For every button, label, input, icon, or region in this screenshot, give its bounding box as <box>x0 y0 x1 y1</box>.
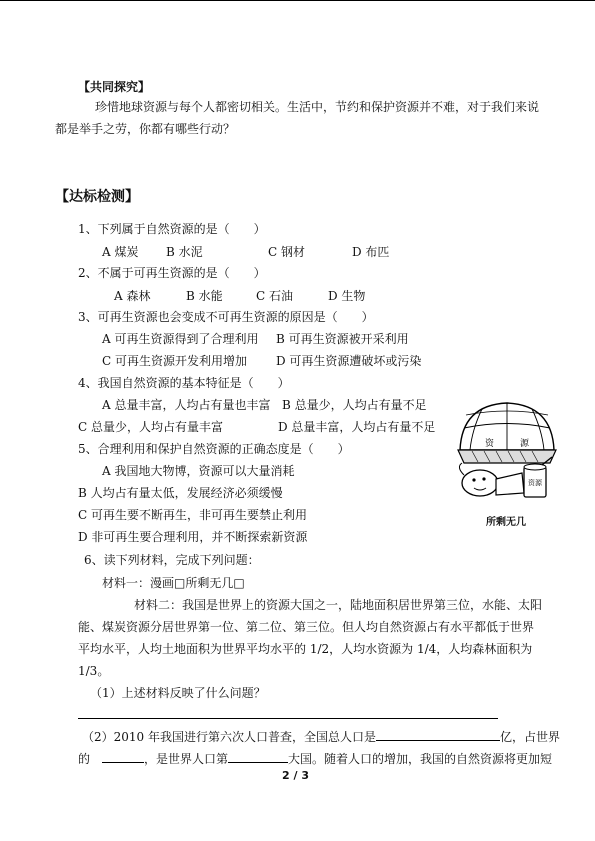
q2-stem: 2、不属于可再生资源的是（ ） <box>78 266 266 280</box>
q2-option-c: C 石油 <box>256 289 293 303</box>
blank-rank[interactable] <box>228 750 288 763</box>
q6-sub2-text2: 亿，占世界 <box>500 730 561 744</box>
q6-material2-line4: 1/3。 <box>78 664 110 678</box>
q6-material1: 材料一：漫画□所剩无几□ <box>102 576 245 590</box>
q6-material2-line3: 平均水平，人均土地面积为世界平均水平的 1/2，人均水资源为 1/4，人均森林面积为 <box>78 642 533 656</box>
cartoon-label-right: 源 <box>520 439 530 449</box>
top-rule <box>0 0 595 1</box>
q6-material2-line1: 材料二：我国是世界上的资源大国之一，陆地面积居世界第三位，水能、太阳 <box>134 598 543 612</box>
q6-sub2-line1 <box>82 728 560 744</box>
q1-stem: 1、下列属于自然资源的是（ ） <box>78 222 266 236</box>
q2-option-d: D 生物 <box>328 289 366 303</box>
explore-heading: 【共同探究】 <box>78 80 151 94</box>
answer-line <box>78 718 498 719</box>
q2-option-a: A 森林 <box>114 289 151 303</box>
q5-stem: 5、合理利用和保护自然资源的正确态度是（ ） <box>78 442 350 456</box>
q4-option-d: D 总量丰富，人均占有量不足 <box>278 420 436 434</box>
q3-option-c: C 可再生资源开发利用增加 <box>102 354 247 368</box>
q1-option-d: D 布匹 <box>352 245 390 259</box>
q6-sub2-text4: ，是世界人口第 <box>144 752 229 766</box>
q2-option-b: B 水能 <box>186 289 223 303</box>
page-number: 2 / 3 <box>282 769 309 782</box>
blank-population[interactable] <box>376 728 500 741</box>
q5-option-b: B 人均占有量太低，发展经济必须缓慢 <box>78 486 283 500</box>
cartoon-label-left: 资 <box>485 439 495 449</box>
q1-option-a: A 煤炭 <box>102 245 139 259</box>
cartoon-label-can: 资源 <box>528 479 542 487</box>
q3-option-b: B 可再生资源被开采利用 <box>276 332 409 346</box>
q3-stem: 3、可再生资源也会变成不可再生资源的原因是（ ） <box>78 310 374 324</box>
q5-option-c: C 可再生要不断再生，非可再生要禁止利用 <box>78 508 307 522</box>
q5-option-a: A 我国地大物博，资源可以大量消耗 <box>102 464 295 478</box>
q6-sub2-text1: （2）2010 年我国进行第六次人口普查，全国总人口是 <box>82 730 376 744</box>
q4-option-a: A 总量丰富，人均占有量也丰富 <box>102 398 271 412</box>
q4-option-b: B 总量少，人均占有量不足 <box>282 398 427 412</box>
test-heading: 【达标检测】 <box>55 189 139 205</box>
q3-option-a: A 可再生资源得到了合理利用 <box>102 332 259 346</box>
q6-sub2-line2 <box>78 750 552 766</box>
cartoon-illustration <box>452 395 562 520</box>
q6-sub1: （1）上述材料反映了什么问题？ <box>90 686 266 700</box>
q6-stem: 6、读下列材料，完成下列问题： <box>84 553 260 567</box>
q6-sub2-text5: 大国。随着人口的增加，我国的自然资源将更加短 <box>288 752 553 766</box>
blank-share[interactable] <box>102 750 144 763</box>
q6-sub2-text3: 的 <box>78 752 91 766</box>
q1-option-c: C 钢材 <box>268 245 305 259</box>
q6-material2-line2: 能、煤炭资源分居世界第一位、第二位、第三位。但人均自然资源占有水平都低于世界 <box>78 620 535 634</box>
explore-paragraph-line2: 都是举手之劳，你都有哪些行动？ <box>55 122 236 136</box>
q4-option-c: C 总量少，人均占有量丰富 <box>78 420 223 434</box>
q4-stem: 4、我国自然资源的基本特征是（ ） <box>78 376 290 390</box>
explore-paragraph-line1: 珍惜地球资源与每个人都密切相关。生活中，节约和保护资源并不难，对于我们来说 <box>95 100 540 114</box>
q5-option-d: D 非可再生要合理利用，并不断探索新资源 <box>78 530 308 544</box>
q1-option-b: B 水泥 <box>166 245 203 259</box>
cartoon-caption: 所剩无几 <box>486 517 526 528</box>
q3-option-d: D 可再生资源遭破坏或污染 <box>276 354 422 368</box>
